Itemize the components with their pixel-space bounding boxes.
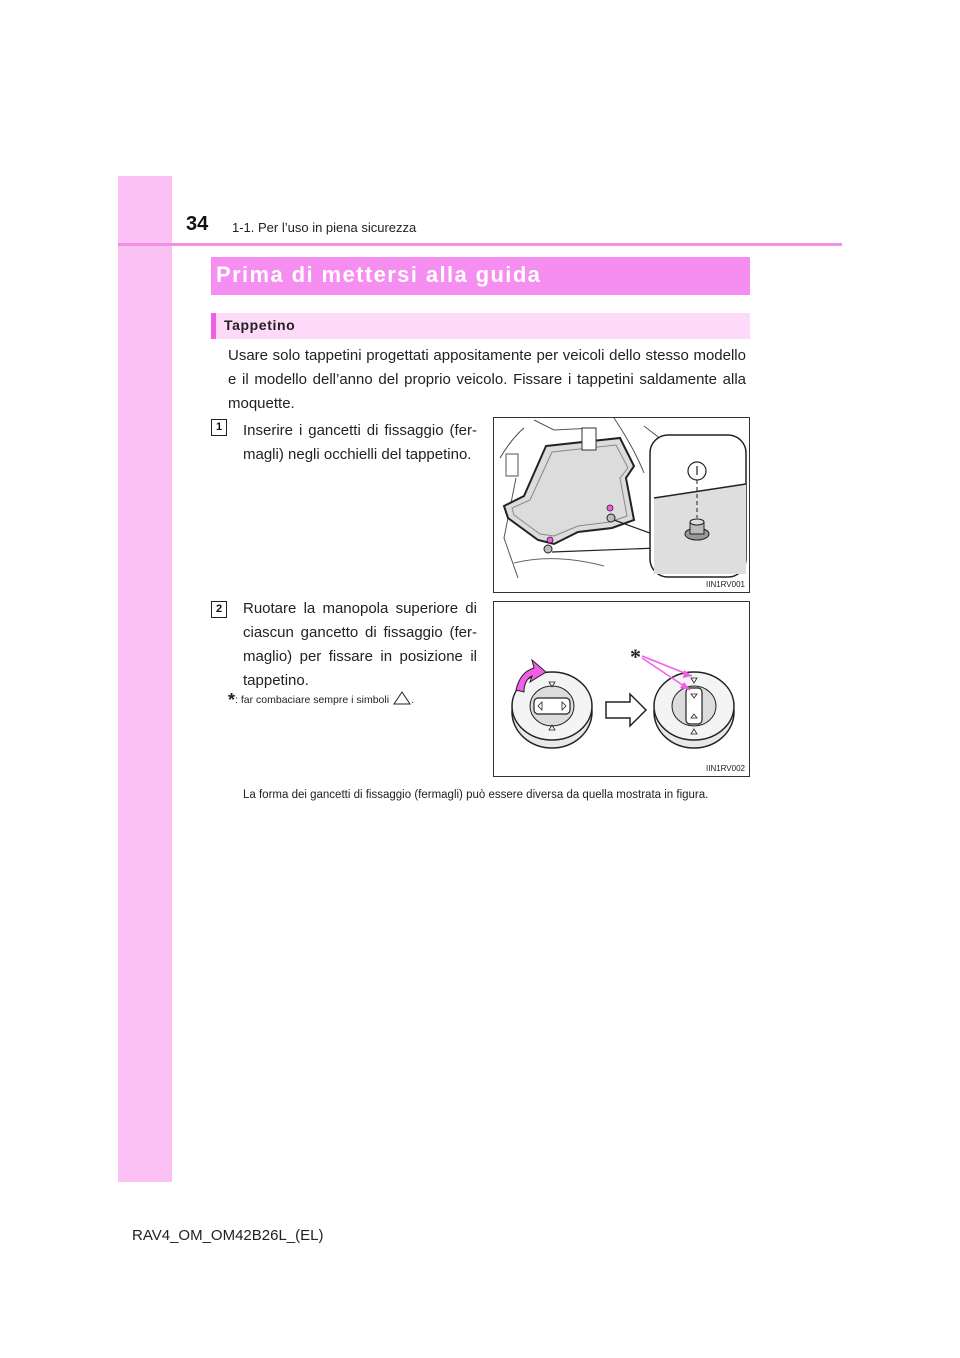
- page-number: 34: [186, 213, 209, 235]
- figure-floor-mat-hooks: [493, 417, 750, 593]
- note-text: : far combaciare sempre i simboli: [235, 694, 390, 706]
- side-color-band: [118, 176, 172, 1182]
- subhead-title: Tappetino: [224, 317, 296, 333]
- step-1-number: 1: [211, 419, 227, 436]
- figure-code: IIN1RV001: [706, 580, 745, 589]
- page-title: Prima di mettersi alla guida: [216, 262, 542, 287]
- asterisk-callout: *: [630, 644, 641, 669]
- step-2-text: Ruotare la manopola superiore di ciascun gancetto di fissaggio (fer-maglio) per fissare in posizione il tappetino.: [243, 600, 477, 689]
- note-end: .: [411, 694, 414, 706]
- intro-paragraph: Usare solo tappetini progettati appositamente per veicoli dello stesso modello e il modello dell’anno del proprio veicolo. Fissare i tappetini saldamente alla moquette.: [228, 347, 746, 412]
- symbol-note: [228, 690, 414, 711]
- header-rule: [118, 243, 842, 246]
- figure-knob-rotation: [493, 601, 750, 777]
- figure-code: IIN1RV002: [706, 764, 745, 773]
- triangle-symbol-icon: [393, 691, 411, 705]
- section-label: 1-1. Per l’uso in piena sicurezza: [232, 220, 417, 235]
- floor-mat-illustration: [494, 418, 750, 593]
- footer-document-code: RAV4_OM_OM42B26L_(EL): [132, 1227, 324, 1244]
- knob-rotation-illustration: [494, 602, 750, 777]
- footnote: La forma dei gancetti di fissaggio (fermagli) può essere diversa da quella mostrata in figura.: [243, 789, 709, 801]
- step-2-number: 2: [211, 601, 227, 618]
- asterisk-marker: *: [228, 690, 236, 710]
- step-1-text: Inserire i gancetti di fissaggio (fer-magli) negli occhielli del tappetino.: [243, 422, 477, 463]
